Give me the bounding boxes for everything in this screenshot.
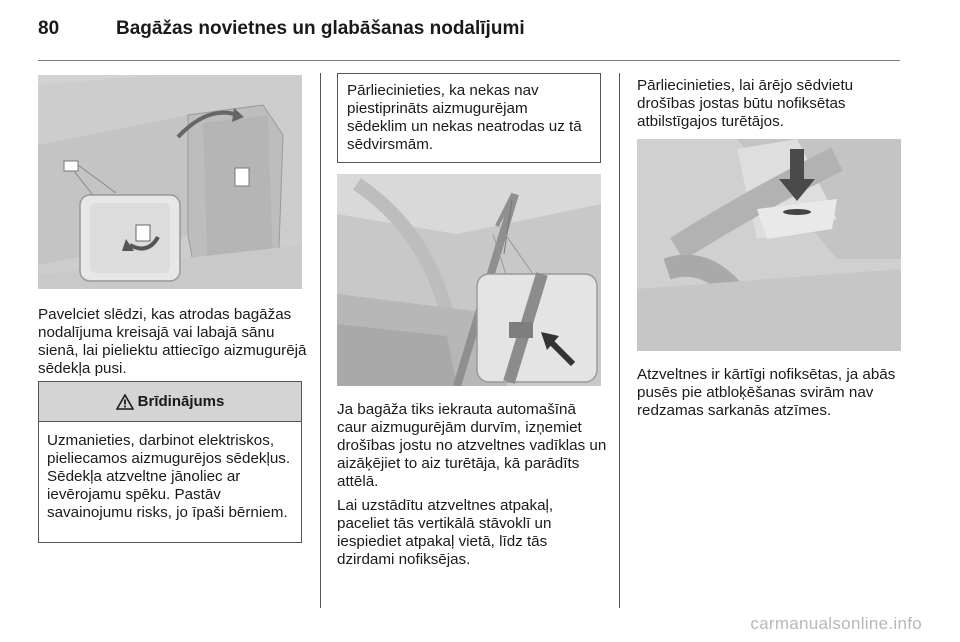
- paragraph-luggage-rear-door: Ja bagāža tiks iekrauta automašīnā caur aizmugurējām durvīm, izņemiet drošības jostu no atzveltnes vadīklas un aizāķējiet to aiz turētāja, kā parādīts attēlā.: [337, 401, 607, 490]
- header-rule: [38, 60, 900, 61]
- seatbelt-holder-illustration: [337, 174, 601, 386]
- warning-box: [38, 381, 302, 543]
- column-divider-left: [320, 73, 321, 608]
- paragraph-outer-seatbelts: Pārliecinieties, lai ārējo sēdvietu drošības jostas būtu nofiksētas atbilstīgajos turētājos.: [637, 77, 854, 130]
- seat-release-illustration: [38, 75, 302, 289]
- paragraph-backrest-locked: Atzveltnes ir kārtīgi nofiksētas, ja abās pusēs pie atbloķēšanas svirām nav redzamas sarkanās atzīmes.: [637, 366, 896, 419]
- figure-belt-holder-arrow: [637, 139, 901, 351]
- figure-seat-release-lever: [38, 75, 302, 289]
- page-title: Bagāžas novietnes un glabāšanas nodalījumi: [116, 18, 525, 39]
- caption-release-lever: Pavelciet slēdzi, kas atrodas bagāžas nodalījuma kreisajā vai labajā sānu sienā, lai pieliektu attiecīgo aizmugurējā sēdekļa pusi.: [38, 306, 307, 377]
- warning-triangle-icon: [116, 394, 134, 410]
- paragraph-reinstall-backrest: Lai uzstādītu atzveltnes atpakaļ, paceliet tās vertikālā stāvoklī un iespiediet atpakaļ vietā, līdz tās dzirdami nofiksējas.: [337, 497, 554, 568]
- note-box: Pārliecinieties, ka nekas nav piestiprināts aizmugurējam sēdeklim un nekas neatrodas uz tā sēdvirsmām.: [337, 73, 601, 163]
- belt-holder-illustration: [637, 139, 901, 351]
- warning-text: Uzmanieties, darbinot elektriskos, pieliecamos aizmugurējos sēdekļus. Sēdekļa atzveltne jānoliec ar ievērojamu spēku. Pastāv savainojumu risks, jo īpaši bērniem.: [47, 432, 291, 521]
- warning-label: Brīdinājums: [137, 393, 225, 410]
- page-number: 80: [38, 18, 60, 39]
- column-divider-right: [619, 73, 620, 608]
- figure-seatbelt-holder: [337, 174, 601, 386]
- page-header: [38, 18, 918, 48]
- watermark: carmanualsonline.info: [750, 614, 922, 633]
- warning-header: [39, 381, 301, 422]
